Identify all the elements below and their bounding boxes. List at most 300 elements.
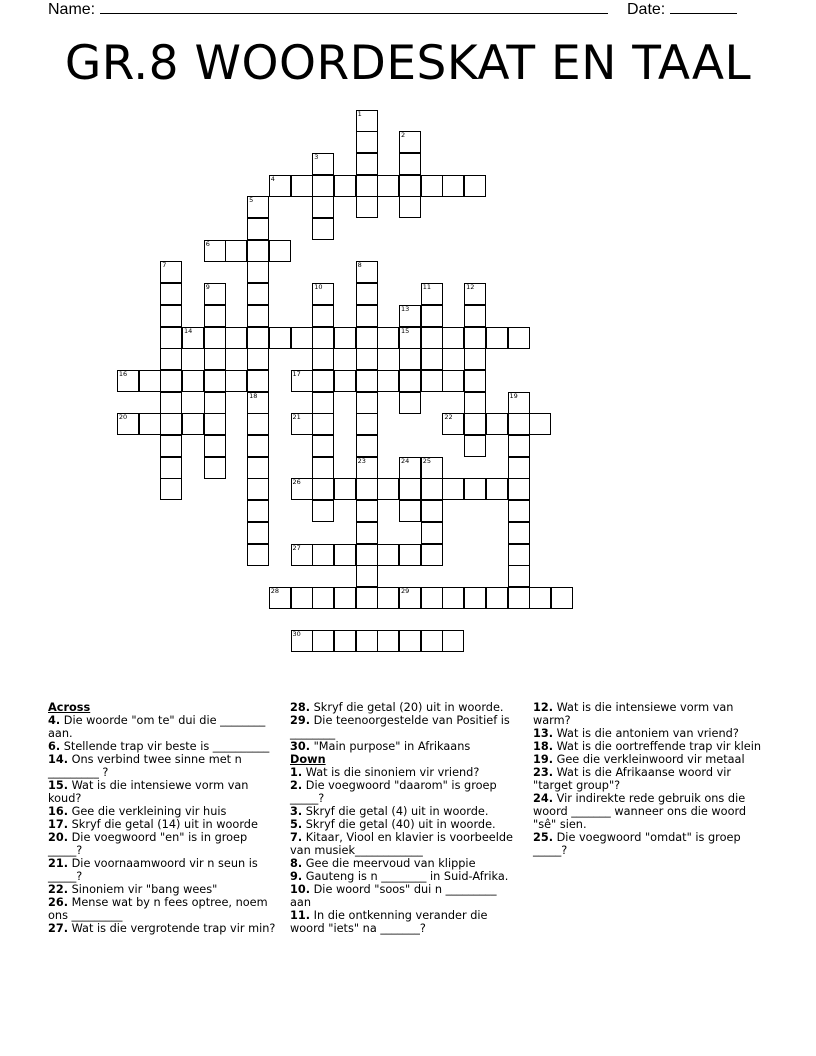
crossword-cell[interactable]: [356, 348, 378, 370]
crossword-cell[interactable]: [356, 587, 378, 609]
crossword-cell[interactable]: [312, 478, 334, 500]
clue-num: 10.: [290, 883, 311, 896]
clue-num: 25.: [533, 831, 554, 844]
crossword-cell[interactable]: [204, 457, 226, 479]
clue-text: Wat is die oortreffende trap vir klein: [553, 740, 762, 753]
crossword-cell[interactable]: [247, 348, 269, 370]
clue-number: 19: [509, 391, 518, 400]
crossword-cell[interactable]: [464, 348, 486, 370]
crossword-cell[interactable]: [356, 413, 378, 435]
crossword-cell[interactable]: [312, 283, 334, 305]
crossword-cell[interactable]: [269, 327, 291, 349]
crossword-cell[interactable]: [182, 370, 204, 392]
crossword-cell[interactable]: [399, 370, 421, 392]
clue-number: 22: [444, 413, 453, 422]
clue-item: [533, 753, 765, 766]
crossword-cell[interactable]: [204, 348, 226, 370]
clue-num: 26.: [48, 896, 69, 909]
crossword-cell[interactable]: [356, 175, 378, 197]
crossword-cell[interactable]: [291, 413, 313, 435]
clue-text: Skryf die getal (4) uit in woorde.: [302, 805, 489, 818]
clue-item: [48, 922, 278, 935]
clue-number: 10: [314, 283, 323, 292]
crossword-cell[interactable]: [225, 240, 247, 262]
crossword-cell[interactable]: [421, 522, 443, 544]
crossword-cell[interactable]: [291, 478, 313, 500]
crossword-cell[interactable]: [442, 478, 464, 500]
crossword-cell[interactable]: [377, 175, 399, 197]
clue-item: [290, 870, 518, 883]
crossword-cell[interactable]: [160, 348, 182, 370]
clue-item: [290, 909, 518, 935]
clue-item: [48, 896, 278, 922]
clue-num: 16.: [48, 805, 69, 818]
clue-num: 5.: [290, 818, 303, 831]
clue-num: 30.: [290, 740, 311, 753]
clue-num: 22.: [48, 883, 69, 896]
clue-text: Wat is die Afrikaanse woord vir "target group"?: [533, 766, 732, 792]
crossword-cell[interactable]: [486, 413, 508, 435]
clue-number: 3: [314, 152, 319, 161]
crossword-cell[interactable]: [442, 587, 464, 609]
clue-item: [290, 766, 518, 779]
clue-number: 23: [357, 456, 366, 465]
crossword-cell[interactable]: [464, 283, 486, 305]
crossword-cell[interactable]: [160, 305, 182, 327]
crossword-cell[interactable]: [464, 175, 486, 197]
clues-column-3: [533, 701, 765, 857]
crossword-cell[interactable]: [356, 327, 378, 349]
crossword-cell[interactable]: [508, 478, 530, 500]
crossword-cell[interactable]: [377, 478, 399, 500]
clue-num: 7.: [290, 831, 303, 844]
crossword-cell[interactable]: [421, 630, 443, 652]
crossword-cell[interactable]: [377, 544, 399, 566]
crossword-cell[interactable]: [291, 630, 313, 652]
crossword-cell[interactable]: [247, 240, 269, 262]
clue-item: [290, 701, 518, 714]
crossword-cell[interactable]: [464, 587, 486, 609]
crossword-cell[interactable]: [204, 370, 226, 392]
crossword-cell[interactable]: [269, 587, 291, 609]
crossword-cell[interactable]: [508, 544, 530, 566]
crossword-cell[interactable]: [334, 175, 356, 197]
clue-text: Gauteng is n ________ in Suid-Afrika.: [302, 870, 509, 883]
clue-text: Stellende trap vir beste is __________: [60, 740, 270, 753]
crossword-cell[interactable]: [356, 544, 378, 566]
crossword-cell[interactable]: [508, 587, 530, 609]
crossword-cell[interactable]: [356, 392, 378, 414]
crossword-cell[interactable]: [399, 587, 421, 609]
crossword-cell[interactable]: [486, 587, 508, 609]
clue-number: 27: [292, 543, 301, 552]
clue-text: Wat is die intensiewe vorm van warm?: [533, 701, 734, 727]
clue-item: [290, 883, 518, 909]
clue-text: Die voornaamwoord vir n seun is _____?: [48, 857, 258, 883]
clue-text: Die voegwoord "en" is in groep _____?: [48, 831, 248, 857]
clue-num: 9.: [290, 870, 303, 883]
crossword-cell[interactable]: [225, 370, 247, 392]
crossword-cell[interactable]: [399, 305, 421, 327]
clue-num: 11.: [290, 909, 311, 922]
clue-item: [290, 818, 518, 831]
page-title: GR.8 WOORDESKAT EN TAAL: [64, 36, 752, 91]
crossword-cell[interactable]: [464, 305, 486, 327]
clue-num: 1.: [290, 766, 303, 779]
crossword-cell[interactable]: [399, 630, 421, 652]
clue-text: Wat is die antoniem van vriend?: [553, 727, 739, 740]
crossword-cell[interactable]: [117, 370, 139, 392]
crossword-cell[interactable]: [442, 327, 464, 349]
crossword-cell[interactable]: [247, 370, 269, 392]
clue-item: [533, 831, 765, 857]
clue-text: Wat is die sinoniem vir vriend?: [302, 766, 480, 779]
clue-text: Mense wat by n fees optree, noem ons _________: [48, 896, 268, 922]
crossword-cell[interactable]: [247, 218, 269, 240]
crossword-cell[interactable]: [247, 392, 269, 414]
clue-item: [533, 792, 765, 831]
clue-number: 18: [249, 391, 258, 400]
crossword-cell[interactable]: [312, 348, 334, 370]
crossword-cell[interactable]: [312, 370, 334, 392]
crossword-cell[interactable]: [399, 392, 421, 414]
crossword-cell[interactable]: [160, 435, 182, 457]
clue-item: [533, 766, 765, 792]
clue-number: 20: [118, 413, 128, 422]
crossword-cell[interactable]: [464, 327, 486, 349]
name-label: Name:: [48, 1, 96, 18]
clue-text: Skryf die getal (14) uit in woorde: [68, 818, 258, 831]
crossword-cell[interactable]: [247, 327, 269, 349]
clue-text: Die teenoorgestelde van Positief is ________: [290, 714, 510, 740]
crossword-cell[interactable]: [160, 413, 182, 435]
clue-text: Skryf die getal (40) uit in woorde.: [302, 818, 496, 831]
crossword-cell[interactable]: [204, 283, 226, 305]
across-heading: Across: [48, 701, 91, 714]
crossword-cell[interactable]: [377, 587, 399, 609]
clue-num: 18.: [533, 740, 554, 753]
clue-text: Wat is die intensiewe vorm van koud?: [48, 779, 249, 805]
clue-text: "Main purpose" in Afrikaans: [310, 740, 471, 753]
crossword-cell[interactable]: [464, 413, 486, 435]
crossword-cell[interactable]: [312, 175, 334, 197]
crossword-cell[interactable]: [247, 500, 269, 522]
crossword-cell[interactable]: [399, 327, 421, 349]
clue-number: 14: [184, 326, 193, 335]
clue-text: Sinoniem vir "bang wees": [68, 883, 218, 896]
clue-item: [290, 740, 518, 753]
clue-num: 3.: [290, 805, 303, 818]
crossword-cell[interactable]: [399, 196, 421, 218]
date-label: Date:: [627, 1, 666, 18]
crossword-cell[interactable]: [160, 283, 182, 305]
crossword-cell[interactable]: [312, 218, 334, 240]
crossword-cell[interactable]: [160, 457, 182, 479]
clue-num: 2.: [290, 779, 303, 792]
crossword-cell[interactable]: [182, 413, 204, 435]
clue-item: [48, 740, 278, 753]
crossword-cell[interactable]: [204, 413, 226, 435]
clue-item: [533, 727, 765, 740]
clue-text: Kitaar, Viool en klavier is voorbeelde van musiek____________: [290, 831, 513, 857]
clue-num: 6.: [48, 740, 61, 753]
clue-num: 28.: [290, 701, 311, 714]
clue-item: [48, 857, 278, 883]
crossword-cell[interactable]: [356, 435, 378, 457]
clue-text: Vir indirekte rede gebruik ons die woord _______ wanneer ons die woord "sê" sien.: [533, 792, 747, 831]
crossword-cell[interactable]: [442, 175, 464, 197]
clue-number: 6: [205, 239, 210, 248]
crossword-cell[interactable]: [421, 348, 443, 370]
crossword-cell[interactable]: [291, 370, 313, 392]
clue-number: 26: [292, 478, 301, 487]
crossword-cell[interactable]: [486, 327, 508, 349]
crossword-cell[interactable]: [356, 283, 378, 305]
crossword-cell[interactable]: [247, 522, 269, 544]
crossword-cell[interactable]: [508, 500, 530, 522]
clue-item: [533, 701, 765, 727]
crossword-cell[interactable]: [247, 478, 269, 500]
crossword-cell[interactable]: [464, 392, 486, 414]
crossword-cell[interactable]: [421, 370, 443, 392]
clue-num: 17.: [48, 818, 69, 831]
crossword-cell[interactable]: [160, 327, 182, 349]
crossword-cell[interactable]: [421, 500, 443, 522]
crossword-cell[interactable]: [204, 435, 226, 457]
crossword-cell[interactable]: [356, 478, 378, 500]
crossword-cell[interactable]: [356, 370, 378, 392]
crossword-cell[interactable]: [247, 261, 269, 283]
crossword-cell[interactable]: [312, 435, 334, 457]
crossword-cell[interactable]: [247, 196, 269, 218]
crossword-cell[interactable]: [269, 240, 291, 262]
clue-number: 7: [162, 261, 167, 270]
clue-number: 11: [422, 283, 431, 292]
crossword-cell[interactable]: [399, 175, 421, 197]
clue-item: [48, 805, 278, 818]
clue-item: [48, 753, 278, 779]
crossword-cell[interactable]: [334, 327, 356, 349]
clue-number: 15: [401, 326, 410, 335]
crossword-cell[interactable]: [312, 630, 334, 652]
crossword-cell[interactable]: [421, 175, 443, 197]
clue-item: [290, 831, 518, 857]
clue-text: In die ontkenning verander die woord "iets" na _______?: [290, 909, 488, 935]
crossword-cell[interactable]: [160, 392, 182, 414]
crossword-cell[interactable]: [464, 370, 486, 392]
crossword-cell[interactable]: [399, 348, 421, 370]
clue-num: 4.: [48, 714, 61, 727]
clue-text: Gee die verkleining vir huis: [68, 805, 227, 818]
crossword-cell[interactable]: [247, 305, 269, 327]
crossword-cell[interactable]: [334, 478, 356, 500]
crossword-cell[interactable]: [269, 175, 291, 197]
crossword-cell[interactable]: [117, 413, 139, 435]
clue-text: Ons verbind twee sinne met n _________ ?: [48, 753, 242, 779]
crossword-cell[interactable]: [247, 435, 269, 457]
clue-num: 21.: [48, 857, 69, 870]
crossword-cell[interactable]: [464, 478, 486, 500]
crossword-cell[interactable]: [334, 370, 356, 392]
crossword-cell[interactable]: [508, 392, 530, 414]
clue-number: 17: [292, 369, 301, 378]
crossword-cell[interactable]: [247, 283, 269, 305]
crossword-cell[interactable]: [442, 413, 464, 435]
crossword-cell[interactable]: [399, 457, 421, 479]
crossword-cell[interactable]: [356, 305, 378, 327]
crossword-cell[interactable]: [139, 370, 161, 392]
crossword-cell[interactable]: [334, 587, 356, 609]
clue-number: 16: [118, 369, 128, 378]
crossword-cell[interactable]: [421, 457, 443, 479]
crossword-cell[interactable]: [508, 413, 530, 435]
clue-number: 2: [401, 131, 406, 140]
crossword-cell[interactable]: [356, 196, 378, 218]
crossword-cell[interactable]: [334, 544, 356, 566]
crossword-cell[interactable]: [160, 478, 182, 500]
clue-text: Die woorde "om te" dui die ________ aan.: [48, 714, 266, 740]
crossword-cell[interactable]: [312, 413, 334, 435]
crossword-cell[interactable]: [204, 327, 226, 349]
crossword-cell[interactable]: [377, 630, 399, 652]
clue-number: 13: [401, 304, 410, 313]
clue-number: 24: [401, 456, 410, 465]
crossword-cell[interactable]: [204, 392, 226, 414]
crossword-cell[interactable]: [442, 370, 464, 392]
crossword-cell[interactable]: [204, 305, 226, 327]
crossword-cell[interactable]: [334, 630, 356, 652]
crossword-cell[interactable]: [421, 544, 443, 566]
crossword-cell[interactable]: [225, 327, 247, 349]
crossword-cell[interactable]: [508, 457, 530, 479]
clue-text: Die voegwoord "daarom" is groep _____?: [290, 779, 497, 805]
clue-number: 8: [357, 261, 362, 270]
clue-item: [290, 714, 518, 740]
crossword-cell[interactable]: [247, 413, 269, 435]
down-heading: Down: [290, 753, 326, 766]
clue-num: 19.: [533, 753, 554, 766]
clue-item: [48, 831, 278, 857]
crossword-cell[interactable]: [529, 587, 551, 609]
crossword-cell[interactable]: [356, 565, 378, 587]
crossword-cell[interactable]: [442, 630, 464, 652]
clue-number: 25: [422, 456, 431, 465]
clue-num: 14.: [48, 753, 69, 766]
crossword-cell[interactable]: [399, 544, 421, 566]
clue-num: 8.: [290, 857, 303, 870]
crossword-cell[interactable]: [160, 370, 182, 392]
crossword-cell[interactable]: [312, 327, 334, 349]
crossword-cell[interactable]: [356, 261, 378, 283]
crossword-cell[interactable]: [247, 457, 269, 479]
crossword-cell[interactable]: [356, 457, 378, 479]
clue-text: Gee die verkleinwoord vir metaal: [553, 753, 745, 766]
clue-num: 27.: [48, 922, 69, 935]
crossword-cell[interactable]: [421, 283, 443, 305]
crossword-cell[interactable]: [551, 587, 573, 609]
crossword-cell[interactable]: [291, 175, 313, 197]
clue-text: Skryf die getal (20) uit in woorde.: [310, 701, 504, 714]
crossword-cell[interactable]: [421, 305, 443, 327]
crossword-cell[interactable]: [160, 261, 182, 283]
crossword-cell[interactable]: [421, 587, 443, 609]
crossword-cell[interactable]: [399, 500, 421, 522]
clue-item: [290, 805, 518, 818]
clue-number: 28: [270, 586, 280, 595]
crossword-cell[interactable]: [291, 327, 313, 349]
crossword-cell[interactable]: [486, 478, 508, 500]
crossword-cell[interactable]: [312, 153, 334, 175]
crossword-cell[interactable]: [399, 478, 421, 500]
crossword-cell[interactable]: [508, 522, 530, 544]
crossword-cell[interactable]: [399, 153, 421, 175]
clue-number: 9: [205, 283, 210, 292]
clue-item: [48, 779, 278, 805]
crossword-cell[interactable]: [312, 457, 334, 479]
crossword-cell[interactable]: [377, 327, 399, 349]
crossword-cell[interactable]: [356, 630, 378, 652]
crossword-cell[interactable]: [291, 544, 313, 566]
crossword-cell[interactable]: [182, 327, 204, 349]
crossword-cell[interactable]: [356, 500, 378, 522]
crossword-cell[interactable]: [356, 131, 378, 153]
clue-item: [290, 779, 518, 805]
crossword-cell[interactable]: [399, 131, 421, 153]
crossword-cell[interactable]: [508, 327, 530, 349]
crossword-cell[interactable]: [312, 305, 334, 327]
clue-number: 21: [292, 413, 301, 422]
clue-item: [290, 857, 518, 870]
crossword-cell[interactable]: [421, 478, 443, 500]
crossword-cell[interactable]: [312, 196, 334, 218]
clue-num: 13.: [533, 727, 554, 740]
crossword-cell[interactable]: [356, 153, 378, 175]
clue-number: 4: [270, 174, 275, 183]
crossword-cell[interactable]: [356, 522, 378, 544]
crossword-cell[interactable]: [247, 544, 269, 566]
crossword-cell[interactable]: [464, 435, 486, 457]
clue-text: Die woord "soos" dui n _________ aan: [290, 883, 497, 909]
clue-number: 5: [249, 196, 254, 205]
clue-text: Gee die meervoud van klippie: [302, 857, 476, 870]
crossword-cell[interactable]: [312, 392, 334, 414]
clue-item: [48, 883, 278, 896]
clue-num: 29.: [290, 714, 311, 727]
clue-number: 29: [401, 586, 410, 595]
crossword-cell[interactable]: [508, 565, 530, 587]
clue-num: 24.: [533, 792, 554, 805]
crossword-cell[interactable]: [312, 500, 334, 522]
clue-item: [48, 714, 278, 740]
crossword-cell[interactable]: [529, 413, 551, 435]
clue-number: 1: [357, 109, 362, 118]
crossword-cell[interactable]: [356, 110, 378, 132]
clue-number: 30: [292, 630, 301, 639]
clue-num: 12.: [533, 701, 554, 714]
crossword-cell[interactable]: [312, 544, 334, 566]
crossword-cell[interactable]: [421, 327, 443, 349]
clue-num: 15.: [48, 779, 69, 792]
crossword-cell[interactable]: [377, 370, 399, 392]
clue-item: [533, 740, 765, 753]
clue-item: [48, 818, 278, 831]
crossword-cell[interactable]: [312, 587, 334, 609]
crossword-cell[interactable]: [508, 435, 530, 457]
crossword-cell[interactable]: [139, 413, 161, 435]
clues-column-1: [48, 701, 278, 935]
crossword-cell[interactable]: [204, 240, 226, 262]
crossword-cell[interactable]: [291, 587, 313, 609]
